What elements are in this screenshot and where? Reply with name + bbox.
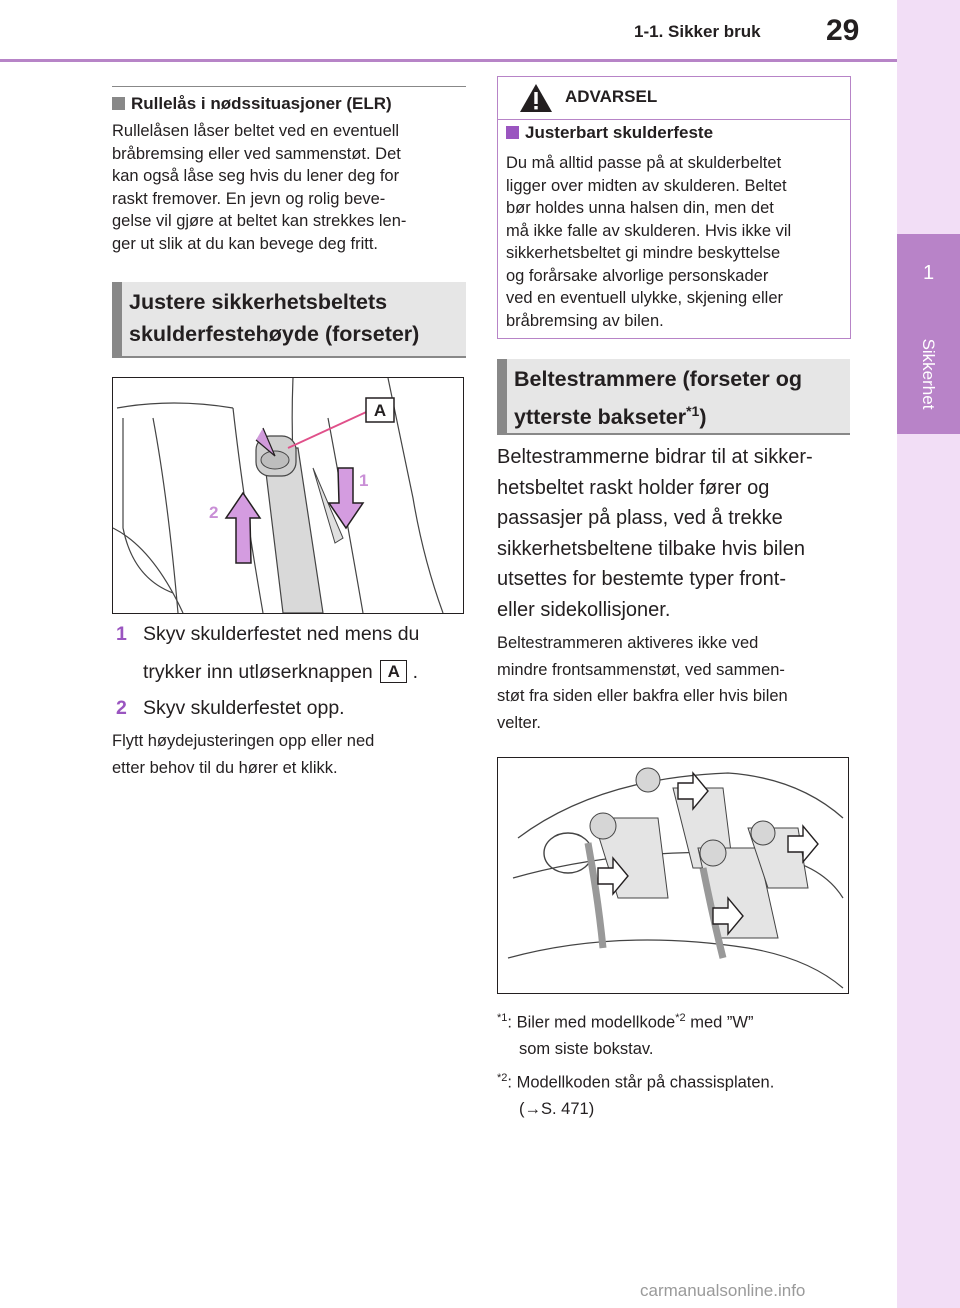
section-title: 1-1. Sikker bruk <box>634 22 761 41</box>
elr-line: raskt fremover. En jevn og rolig beve- <box>112 189 386 208</box>
footnote-1-mark: *1 <box>497 1012 508 1024</box>
warning-line: og forårsake alvorlige personskader <box>506 266 769 285</box>
elr-line: bråbremsing eller ved sammenstøt. Det <box>112 144 401 163</box>
pretensioner-line: utsettes for bestemte typer front- <box>497 568 787 590</box>
pretensioner-line: eller sidekollisjoner. <box>497 598 671 621</box>
pretensioner-note <box>497 630 857 736</box>
shoulder-heading-line2: skulderfestehøyde (forseter) <box>129 322 420 346</box>
footnote-ref-1: *1 <box>686 403 700 419</box>
pretensioner-line: passasjer på plass, ved å trekke <box>497 507 783 529</box>
pretensioner-heading-line2 <box>514 395 707 433</box>
step-2-text: Skyv skulderfestet opp. <box>143 697 345 719</box>
shoulder-anchor-illustration <box>113 378 464 614</box>
pretensioner-heading-line1: Beltestrammere (forseter og <box>514 367 802 391</box>
elr-heading-text: Rullelås i nødssituasjoner (ELR) <box>131 94 392 113</box>
step-2-number: 2 <box>116 697 127 719</box>
shoulder-note <box>112 728 472 781</box>
chapter-tab-label <box>911 326 945 422</box>
elr-line: kan også låse seg hvis du lener deg for <box>112 167 400 185</box>
footnote-1-line1 <box>497 1005 857 1036</box>
figure-label-1: 1 <box>359 471 369 490</box>
warning-line: sikkerhetsbeltet gi mindre beskyttelse <box>506 244 781 262</box>
step-1-line2-text: trykker inn utløserknappen <box>143 661 373 683</box>
footnote-2 <box>497 1065 857 1123</box>
footnote-2-mark: *2 <box>497 1072 508 1084</box>
chapter-tab-number: 1 <box>922 262 935 284</box>
warning-triangle-icon <box>519 83 553 113</box>
side-strip <box>897 0 960 1308</box>
car-interior-illustration <box>498 758 849 994</box>
bullet-square-icon <box>506 126 519 139</box>
pretensioner-heading <box>497 359 850 435</box>
figure-label-2: 2 <box>209 503 219 522</box>
bullet-square-icon <box>112 97 125 110</box>
watermark: carmanualsonline.info <box>640 1281 806 1300</box>
page-number: 29 <box>826 14 860 47</box>
elr-line: gelse vil gjøre at beltet kan strekkes len- <box>112 212 407 230</box>
warning-box <box>497 76 851 339</box>
footnote-1-line2: som siste bokstav. <box>519 1040 654 1058</box>
footnote-1-ref: *2 <box>675 1012 686 1024</box>
pretensioner-line: hetsbeltet raskt holder fører og <box>497 476 770 499</box>
chapter-tab-label-text: Sikkerhet <box>919 338 938 410</box>
shoulder-heading <box>112 282 466 358</box>
shoulder-note-line: Flytt høydejusteringen opp eller ned <box>112 732 375 750</box>
footnote-2-text-a: : Modellkoden står på chassisplaten. <box>507 1073 775 1092</box>
pretensioner-note-line: Beltestrammeren aktiveres ikke ved <box>497 634 759 652</box>
car-interior-figure <box>497 757 849 994</box>
pretensioner-line: Beltestrammerne bidrar til at sikker- <box>497 446 813 468</box>
warning-title: ADVARSEL <box>565 87 658 106</box>
footnote-2-line2[interactable]: (→S. 471) <box>519 1100 595 1118</box>
warning-line: Du må alltid passe på at skulderbeltet <box>506 154 782 172</box>
warning-line: bråbremsing av bilen. <box>506 311 664 330</box>
figure-label-a: A <box>373 401 387 420</box>
heading-bar <box>497 359 507 433</box>
warning-body <box>506 152 846 332</box>
step-1-line2 <box>143 660 418 684</box>
shoulder-note-line: etter behov til du hører et klikk. <box>112 758 338 777</box>
label-a-box: A <box>380 660 407 683</box>
step-1-line1: Skyv skulderfestet ned mens du <box>143 623 420 645</box>
pretensioner-heading-end: ) <box>699 405 707 430</box>
pretensioner-note-line: mindre frontsammenstøt, ved sammen- <box>497 660 785 679</box>
header-rule <box>0 59 897 62</box>
elr-rule <box>112 86 466 87</box>
pretensioner-body <box>497 442 857 625</box>
elr-line: ger ut slik at du kan bevege deg fritt. <box>112 234 378 253</box>
pretensioner-heading-line2-text: ytterste bakseter <box>514 405 687 430</box>
footnote-1 <box>497 1005 857 1063</box>
elr-body <box>112 120 472 255</box>
warning-line: bør holdes unna halsen din, men det <box>506 199 774 217</box>
pretensioner-line: sikkerhetsbeltene tilbake hvis bilen <box>497 537 805 560</box>
warning-header <box>498 77 850 120</box>
pretensioner-note-line: velter. <box>497 713 542 732</box>
footnote-2-line1 <box>497 1065 857 1096</box>
step-1-number: 1 <box>116 623 127 645</box>
shoulder-anchor-figure <box>112 377 464 614</box>
footnote-1-text-a: : Biler med modellkode <box>507 1013 676 1032</box>
step-1-end: . <box>412 661 419 683</box>
warning-line: ved en eventuell ulykke, skjening eller <box>506 289 783 307</box>
elr-line: Rullelåsen låser beltet ved en eventuell <box>112 122 400 140</box>
elr-heading <box>112 94 392 114</box>
heading-bar <box>112 282 122 356</box>
warning-subheading-text: Justerbart skulderfeste <box>525 123 714 142</box>
pretensioner-note-line: støt fra siden eller bakfra eller hvis bilen <box>497 687 788 705</box>
warning-line: må ikke falle av skulderen. Hvis ikke vil <box>506 221 792 240</box>
footnote-1-text-b: med ”W” <box>685 1013 754 1032</box>
warning-line: ligger over midten av skulderen. Beltet <box>506 176 787 195</box>
warning-subheading <box>506 123 713 143</box>
shoulder-heading-line1: Justere sikkerhetsbeltets <box>129 290 388 314</box>
